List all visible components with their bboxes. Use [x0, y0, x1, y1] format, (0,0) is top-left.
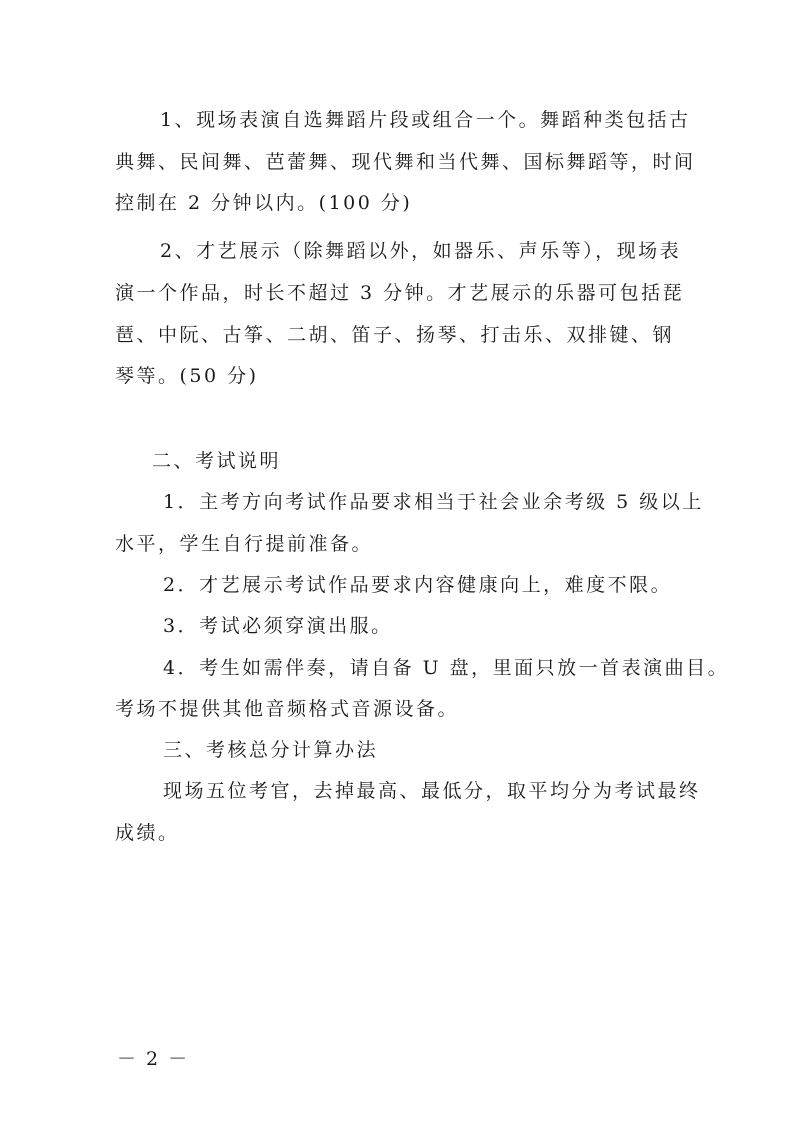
- item-2-line-3: 琶、中阮、古筝、二胡、笛子、扬琴、打击乐、双排键、钢: [115, 324, 675, 346]
- rule-1-line-1: 1．主考方向考试作品要求相当于社会业余考级 5 级以上: [163, 491, 704, 513]
- item-1-line-3: 控制在 2 分钟以内。(100 分): [115, 192, 413, 214]
- rule-3: 3．考试必须穿演出服。: [163, 615, 393, 637]
- item-2-line-4: 琴等。(50 分): [115, 365, 259, 387]
- rule-4-line-2: 考场不提供其他音频格式音源设备。: [115, 698, 460, 720]
- rule-1-line-2: 水平，学生自行提前准备。: [115, 533, 374, 555]
- item-1-line-1: 1、现场表演自选舞蹈片段或组合一个。舞蹈种类包括古: [160, 109, 691, 131]
- page-number: － 2 －: [117, 1048, 190, 1070]
- section-3-text-line-1: 现场五位考官，去掉最高、最低分，取平均分为考试最终: [163, 780, 701, 802]
- section-3-text-line-2: 成绩。: [115, 822, 180, 844]
- section-3-heading: 三、考核总分计算办法: [163, 739, 379, 761]
- item-2-line-2: 演一个作品，时长不超过 3 分钟。才艺展示的乐器可包括琵: [115, 282, 685, 304]
- item-1-line-2: 典舞、民间舞、芭蕾舞、现代舞和当代舞、国标舞蹈等，时间: [115, 151, 696, 173]
- rule-2: 2．才艺展示考试作品要求内容健康向上，难度不限。: [163, 574, 673, 596]
- item-2-line-1: 2、才艺展示（除舞蹈以外，如器乐、声乐等），现场表: [160, 240, 682, 262]
- rule-4-line-1: 4．考生如需伴奏，请自备 U 盘，里面只放一首表演曲目。: [163, 657, 730, 679]
- section-2-heading: 二、考试说明: [152, 450, 282, 472]
